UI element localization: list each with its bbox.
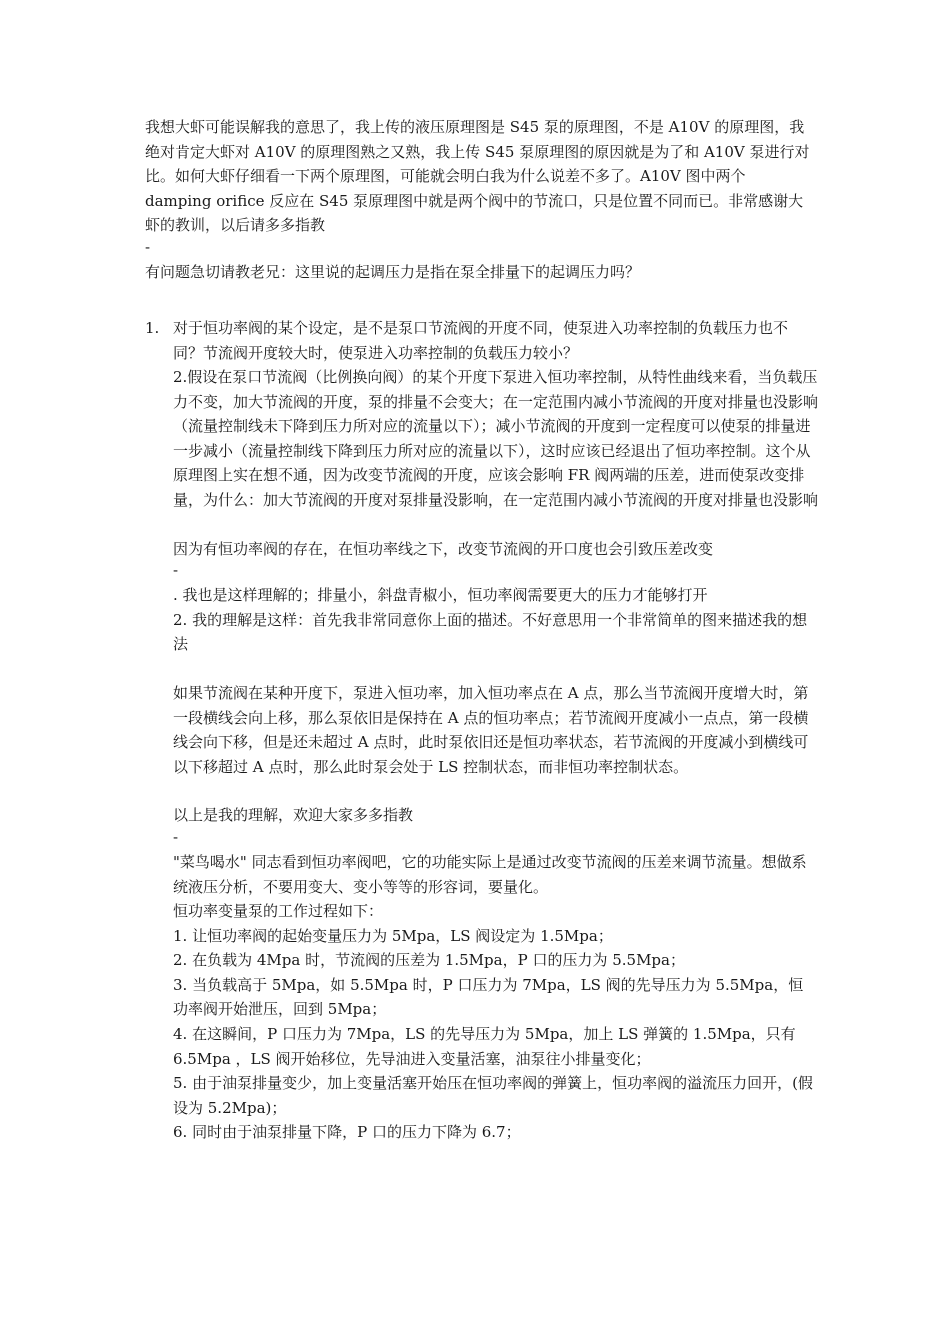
separator-dash: -: [173, 561, 179, 580]
step-2: 2. 在负载为 4Mpa 时，节流阀的压差为 1.5Mpa，P 口的压力为 5.5Mpa；: [173, 951, 685, 970]
step-5: 5. 由于油泵排量变少，加上变量活塞开始压在恒功率阀的弹簧上，恒功率阀的溢流压力回开，(假设为 5.2Mpa)；: [173, 1074, 813, 1117]
blank-line: [173, 657, 818, 681]
step-3: 3. 当负载高于 5Mpa，如 5.5Mpa 时，P 口压力为 7Mpa，LS 阀的先导压力为 5.5Mpa，恒功率阀开始泄压，回到 5Mpa；: [173, 975, 804, 1019]
paragraph-8: "菜鸟喝水" 同志看到恒功率阀吧，它的功能实际上是通过改变节流阀的压差来调节流量。想做系统液压分析，不要用变大、变小等等的形容词，要量化。: [173, 852, 807, 896]
body-block: [173, 365, 818, 1145]
separator-dash: -: [145, 237, 151, 256]
step-6: 6. 同时由于油泵排量下降，P 口的压力下降为 6.7；: [173, 1123, 521, 1142]
paragraph-6: 如果节流阀在某种开度下，泵进入恒功率，加入恒功率点在 A 点，那么当节流阀开度增大时，第一段横线会向上移，那么泵依旧是保持在 A 点的恒功率点；若节流阀开度减小一点点，第一段横线会向下移，但是还未超过 A 点时，此时泵依旧还是恒功率状态，若节流阀的开度减小到横线可以下移超过 A 点时，那么此时泵会处于 LS 控制状态，而非恒功率控制状态。: [173, 683, 809, 776]
list-item-number: 1.: [145, 319, 160, 337]
separator-dash: -: [173, 827, 179, 846]
intro-block: [145, 115, 815, 285]
paragraph-9: 恒功率变量泵的工作过程如下：: [173, 902, 384, 921]
intro-paragraph: 我想大虾可能误解我的意思了，我上传的液压原理图是 S45 泵的原理图，不是 A10V 的原理图，我绝对肯定大虾对 A10V 的原理图熟之又熟，我上传 S45 泵原理图的原因就是为了和 A10V 泵进行对比。如何大虾仔细看一下两个原理图，可能就会明白我为什么说差不多了。A10V 图中两个 damping orifice 反应在 S45 泵原理图中就是两个阀中的节流口，只是位置不同而已。非常感谢大虾的教训，以后请多多指教: [145, 118, 810, 235]
numbered-list: [145, 316, 817, 365]
paragraph-2: 2.假设在泵口节流阀（比例换向阀）的某个开度下泵进入恒功率控制，从特性曲线来看，当负载压力不变，加大节流阀的开度，泵的排量不会变大；在一定范围内减小节流阀的开度对排量也没影响（流量控制线未下降到压力所对应的流量以下）；减小节流阀的开度到一定程度可以使泵的排量进一步减小（流量控制线下降到压力所对应的流量以下），这时应该已经退出了恒功率控制。这个从原理图上实在想不通，因为改变节流阀的开度，应该会影响 FR 阀两端的压差，进而使泵改变排量，为什么：加大节流阀的开度对泵排量没影响，在一定范围内减小节流阀的开度对排量也没影响: [173, 368, 819, 509]
question-line: 有问题急切请教老兄：这里说的起调压力是指在泵全排量下的起调压力吗？: [145, 262, 641, 281]
paragraph-7: 以上是我的理解，欢迎大家多多指教: [173, 806, 414, 825]
step-1: 1. 让恒功率阀的起始变量压力为 5Mpa，LS 阀设定为 1.5Mpa；: [173, 926, 613, 945]
paragraph-5: 2. 我的理解是这样：首先我非常同意你上面的描述。不好意思用一个非常简单的图来描述我的想法: [173, 610, 808, 654]
blank-line: [173, 779, 818, 803]
paragraph-3: 因为有恒功率阀的存在，在恒功率线之下，改变节流阀的开口度也会引致压差改变: [173, 539, 714, 558]
list-item-text: 对于恒功率阀的某个设定，是不是泵口节流阀的开度不同，使泵进入功率控制的负载压力也不同？节流阀开度较大时，使泵进入功率控制的负载压力较小？: [173, 319, 789, 362]
list-item: [145, 316, 817, 365]
step-4: 4. 在这瞬间，P 口压力为 7Mpa，LS 的先导压力为 5Mpa，加上 LS 弹簧的 1.5Mpa，只有 6.5Mpa ，LS 阀开始移位，先导油进入变量活塞，油泵往小排量变化；: [173, 1025, 796, 1068]
blank-line: [173, 513, 818, 537]
paragraph-4: . 我也是这样理解的；排量小，斜盘青椒小，恒功率阀需要更大的压力才能够打开: [173, 586, 708, 605]
